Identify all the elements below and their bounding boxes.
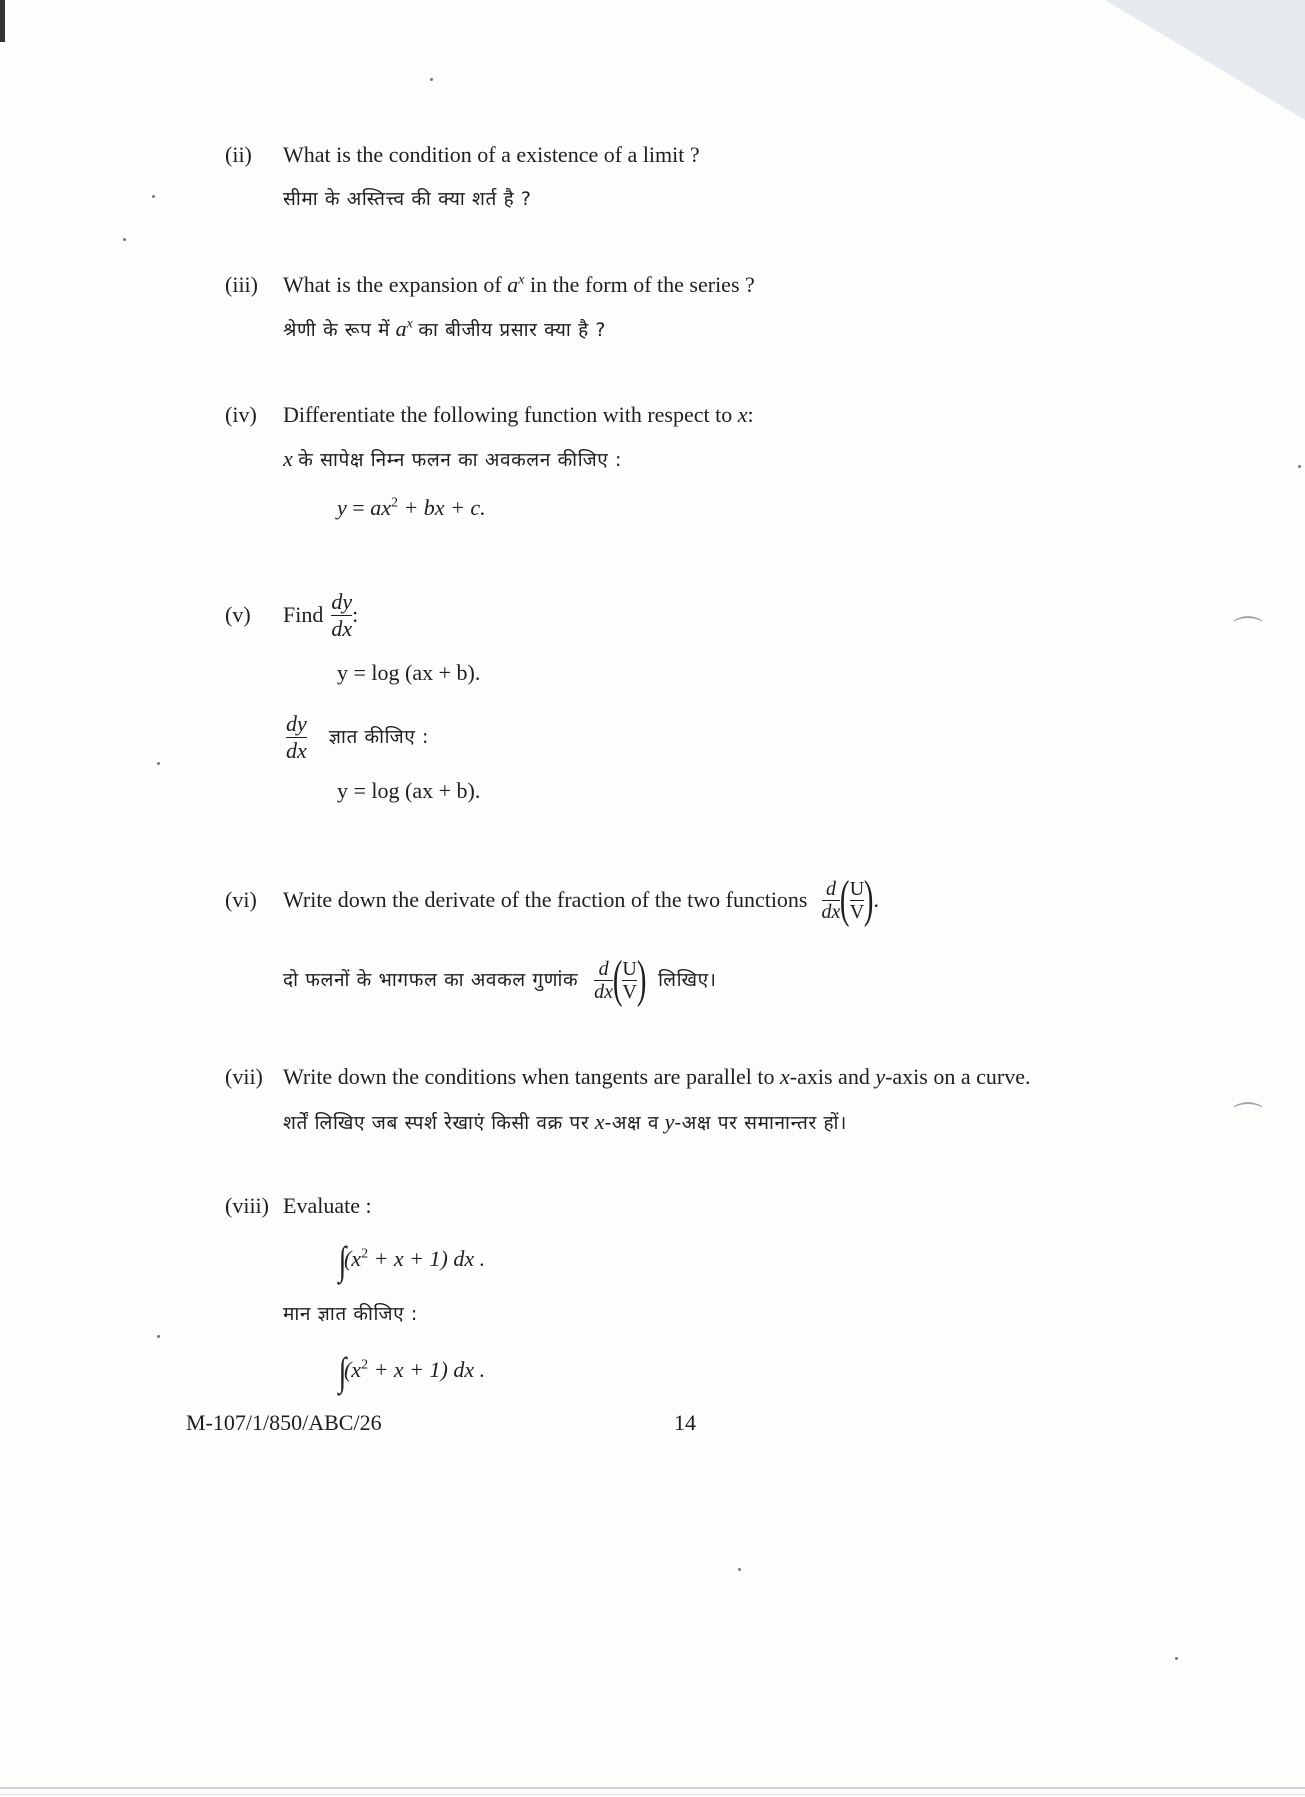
derivative-fraction xyxy=(286,711,307,764)
math-exponent: x xyxy=(518,272,525,288)
question-number: (vii) xyxy=(225,1064,263,1089)
text-segment: : xyxy=(747,402,754,427)
fraction-numerator: dy xyxy=(331,588,353,614)
text-segment: Write down the conditions when tangents are parallel to xyxy=(283,1064,775,1089)
math-exponent: 2 xyxy=(361,1246,369,1262)
text-segment: शर्तें लिखिए जब स्पर्श रेखाएं किसी वक्र पर xyxy=(283,1112,590,1134)
question-text-english xyxy=(283,270,755,300)
math-exponent: 2 xyxy=(361,1357,369,1373)
math-variable: y xyxy=(337,495,347,520)
scan-bottom-edge xyxy=(0,1787,1305,1789)
fraction-numerator: U xyxy=(849,877,865,900)
math-variable: x xyxy=(594,1109,605,1134)
question-text-english: What is the condition of a existence of a limit ? xyxy=(283,142,700,167)
quotient-fraction xyxy=(850,878,864,923)
fraction-numerator: d xyxy=(598,957,609,980)
text-segment: -अक्ष व xyxy=(604,1112,660,1134)
scan-speck xyxy=(1298,465,1301,468)
page-number: 14 xyxy=(674,1410,696,1435)
scan-speck xyxy=(1175,1657,1178,1660)
fraction-denominator: dx xyxy=(331,615,353,641)
text-segment: ज्ञात कीजिए : xyxy=(328,726,430,748)
question-text-hindi xyxy=(283,444,622,475)
text-segment: -अक्ष पर समानान्तर हों। xyxy=(674,1112,847,1134)
math-exponent: x xyxy=(406,316,413,332)
derivative-operator xyxy=(594,958,613,1003)
text-segment: in the form of the series ? xyxy=(529,272,755,297)
question-text-english xyxy=(283,866,879,934)
question-text-hindi xyxy=(286,706,429,768)
math-variable: a xyxy=(507,272,519,297)
paper-code: M-107/1/850/ABC/26 xyxy=(186,1410,382,1435)
page-corner-fold xyxy=(1105,0,1305,120)
scan-speck xyxy=(157,1335,160,1338)
integral-symbol: ∫ xyxy=(338,1348,347,1394)
left-parenthesis: ( xyxy=(612,951,623,1008)
fraction-numerator: d xyxy=(825,877,836,900)
right-parenthesis: ) xyxy=(864,871,874,928)
staple-mark-icon: ⌒ xyxy=(1233,616,1263,649)
question-text-english xyxy=(283,584,358,646)
scan-speck xyxy=(152,195,155,198)
math-operator: = xyxy=(352,495,365,520)
math-variable: x xyxy=(737,402,748,427)
scan-speck xyxy=(738,1568,741,1571)
derivative-fraction xyxy=(331,589,352,642)
question-number: (vi) xyxy=(225,887,257,912)
text-segment: Write down the derivate of the fraction of the two functions xyxy=(283,887,808,912)
math-variable: y xyxy=(664,1109,675,1134)
math-variable: a xyxy=(395,316,407,341)
integral-symbol: ∫ xyxy=(338,1237,347,1283)
equation: y = log (ax + b). xyxy=(337,660,481,685)
question-text-english xyxy=(283,400,754,430)
equation xyxy=(337,493,486,523)
fraction-denominator: dx xyxy=(821,900,841,923)
fraction-denominator: V xyxy=(849,900,865,923)
math-term: (x xyxy=(343,1246,362,1271)
text-segment: के सापेक्ष निम्न फलन का अवकलन कीजिए : xyxy=(298,449,623,471)
right-parenthesis: ) xyxy=(636,951,647,1008)
text-segment: What is the expansion of xyxy=(283,272,502,297)
integral-expression xyxy=(337,1348,486,1394)
question-number: (viii) xyxy=(225,1193,269,1218)
quotient-fraction xyxy=(622,958,636,1003)
question-text-hindi xyxy=(283,946,717,1014)
math-variable: y xyxy=(875,1064,886,1089)
math-term: + bx + c. xyxy=(403,495,486,520)
math-variable: x xyxy=(283,446,293,471)
question-text-english: Evaluate : xyxy=(283,1193,372,1218)
scan-speck xyxy=(123,238,126,241)
scan-edge-mark xyxy=(0,0,5,42)
text-segment: : xyxy=(352,602,359,627)
question-text-hindi xyxy=(283,314,606,345)
text-segment: का बीजीय प्रसार क्या है ? xyxy=(418,319,607,341)
text-segment: Find xyxy=(283,602,324,627)
question-number: (v) xyxy=(225,602,251,627)
math-term: ax xyxy=(370,495,391,520)
question-text-hindi xyxy=(283,1107,847,1138)
question-text-english xyxy=(283,1062,1030,1092)
scan-speck xyxy=(430,78,433,81)
math-exponent: 2 xyxy=(390,495,398,511)
scan-speck xyxy=(157,762,160,765)
integral-expression xyxy=(337,1237,486,1283)
staple-mark-icon: ⌒ xyxy=(1233,1102,1263,1135)
math-term: + x + 1) dx . xyxy=(373,1357,486,1382)
scan-bottom-edge-2 xyxy=(0,1794,1305,1795)
left-parenthesis: ( xyxy=(840,871,850,928)
text-segment: दो फलनों के भागफल का अवकल गुणांक xyxy=(283,969,579,991)
text-segment: Differentiate the following function with respect to xyxy=(283,402,733,427)
derivative-operator xyxy=(822,878,841,923)
equation: y = log (ax + b). xyxy=(337,778,481,803)
math-term: + x + 1) dx . xyxy=(373,1246,486,1271)
question-text-hindi: सीमा के अस्तित्त्व की क्या शर्त है ? xyxy=(283,188,532,210)
fraction-denominator: V xyxy=(622,980,637,1003)
question-text-hindi: मान ज्ञात कीजिए : xyxy=(283,1303,418,1325)
fraction-denominator: dx xyxy=(594,980,614,1003)
fraction-numerator: U xyxy=(622,957,637,980)
math-variable: x xyxy=(780,1064,790,1089)
text-segment: श्रेणी के रूप में xyxy=(283,319,391,341)
question-number: (iii) xyxy=(225,272,258,297)
text-segment: -axis on a curve. xyxy=(885,1064,1031,1089)
fraction-denominator: dx xyxy=(286,737,307,763)
text-segment: . xyxy=(873,887,879,912)
question-number: (iv) xyxy=(225,402,257,427)
text-segment: लिखिए। xyxy=(658,969,717,991)
text-segment: -axis and xyxy=(789,1064,870,1089)
fraction-numerator: dy xyxy=(286,710,307,736)
question-number: (ii) xyxy=(225,142,252,167)
math-term: (x xyxy=(343,1357,362,1382)
